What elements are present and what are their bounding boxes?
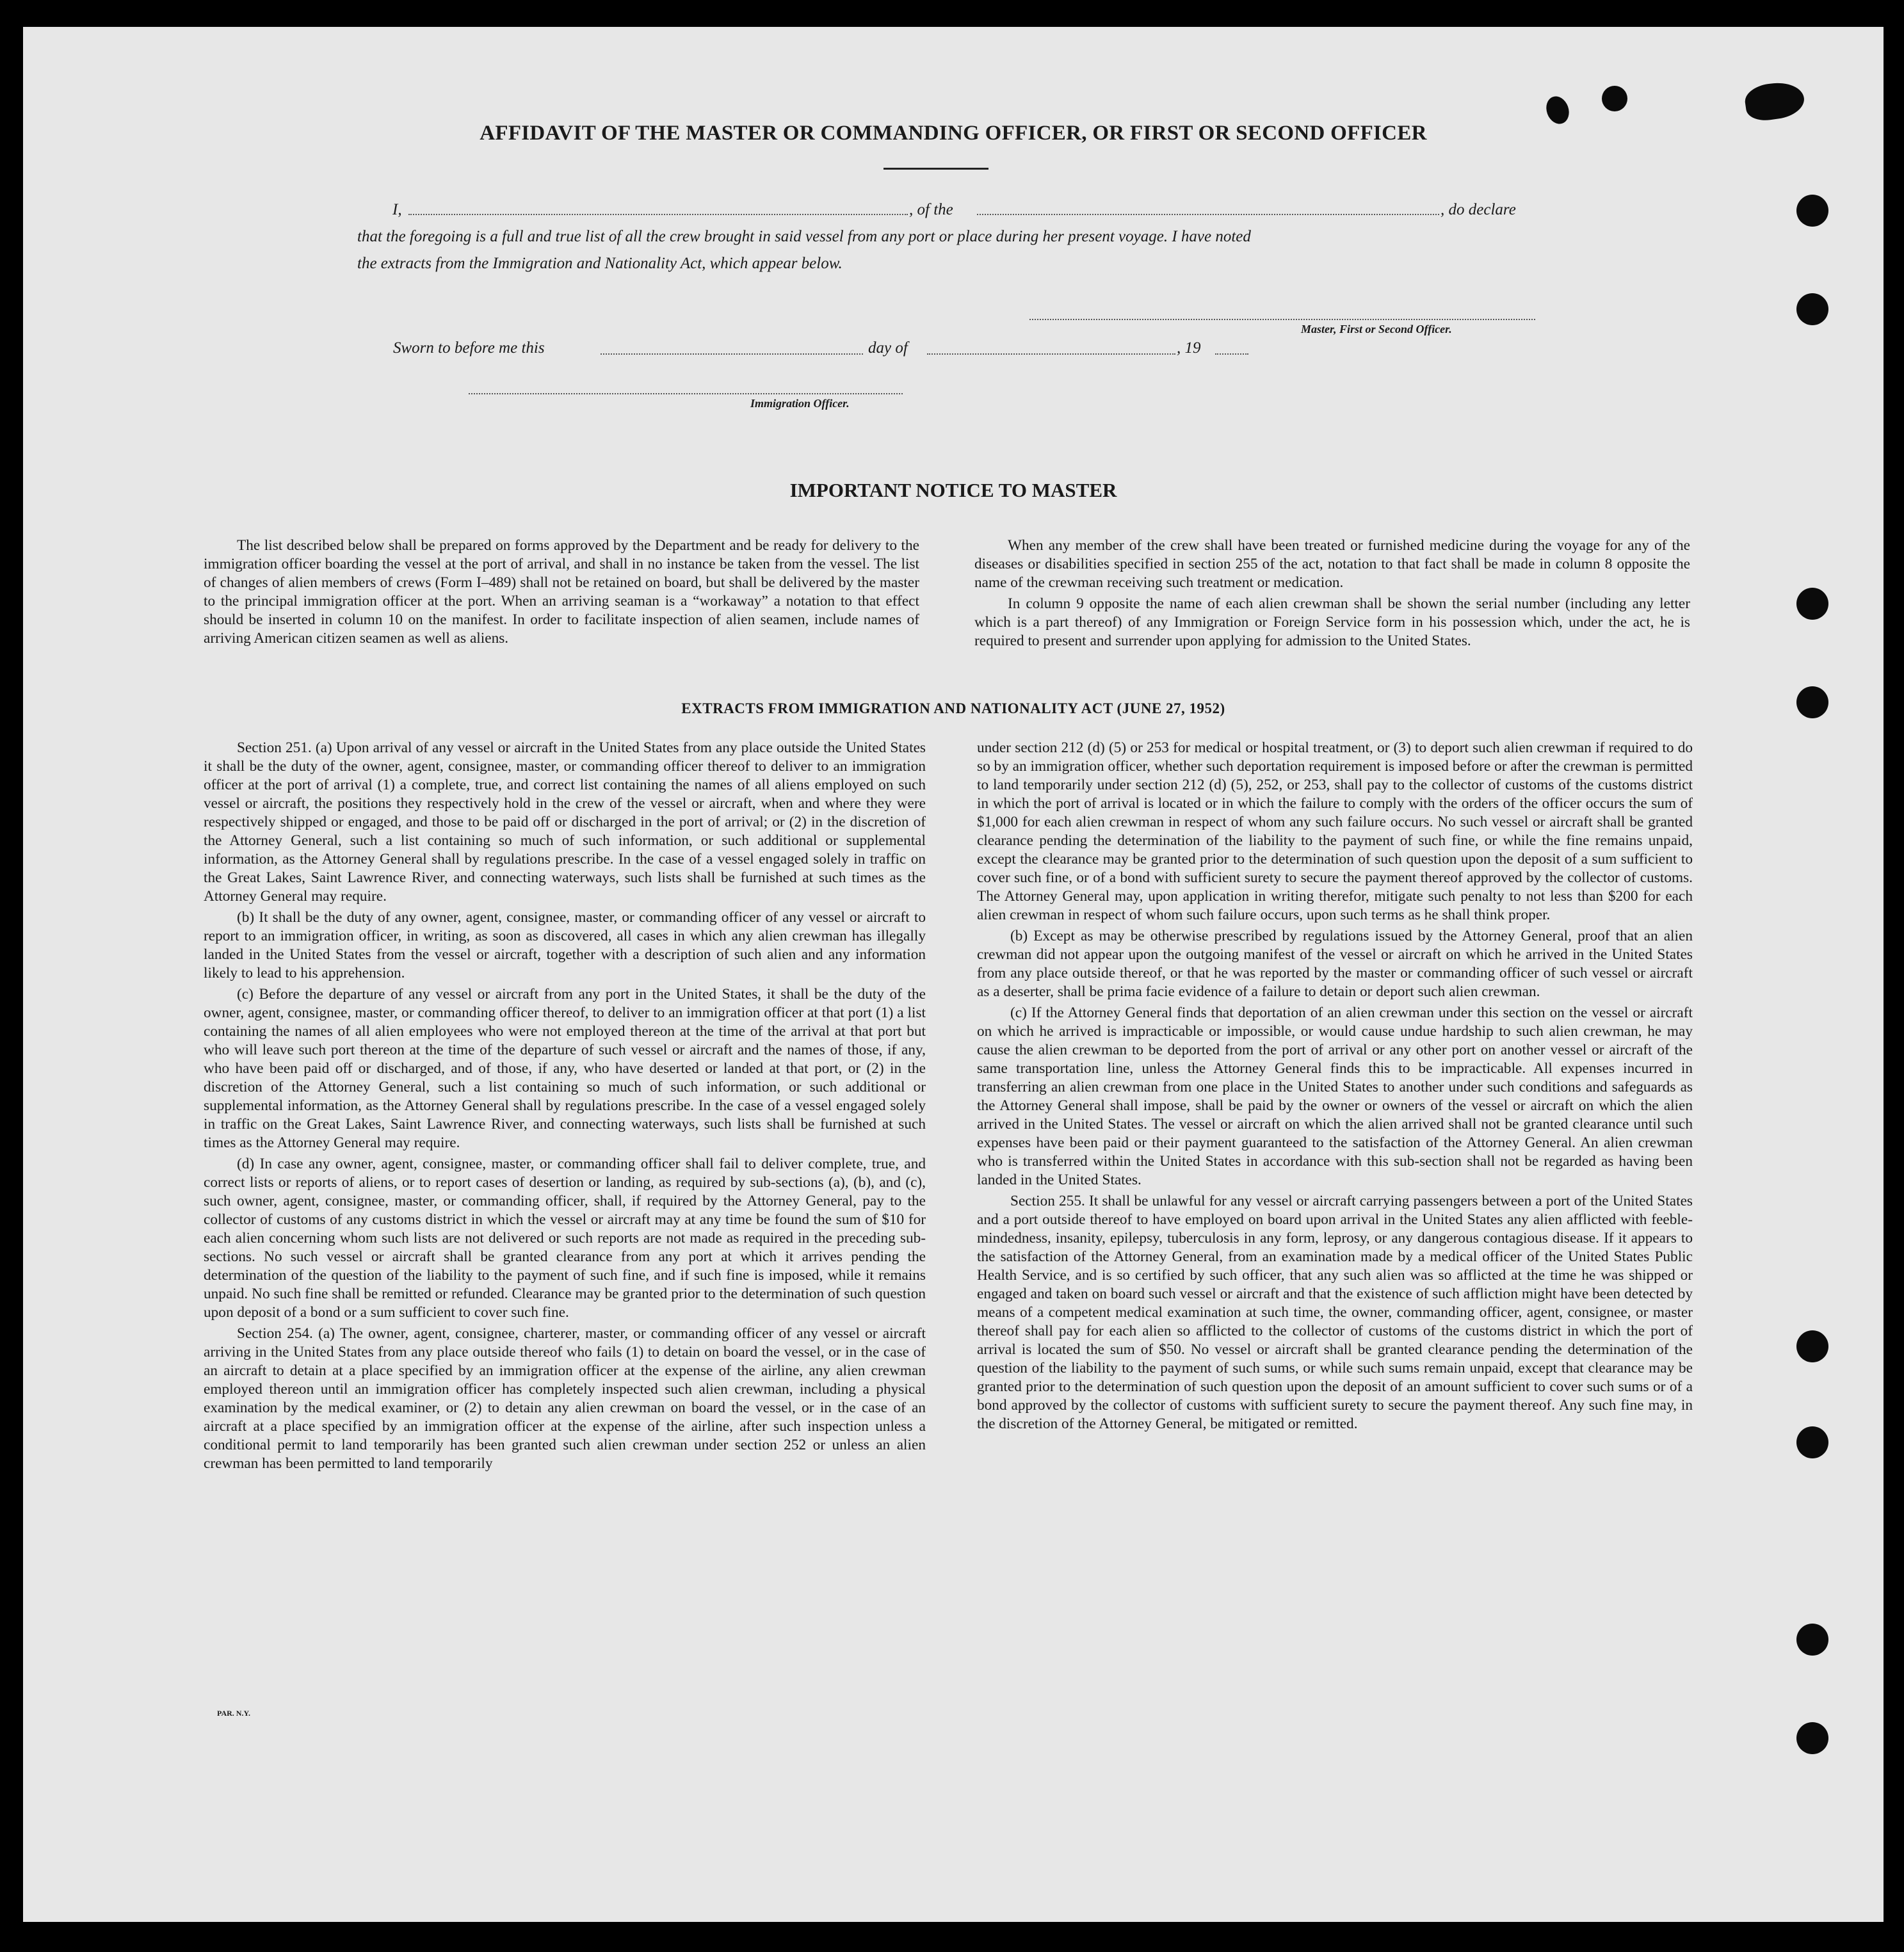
ink-blot (1743, 79, 1807, 123)
master-signature-field[interactable] (1029, 319, 1535, 320)
year-label: , 19 (1177, 339, 1201, 357)
notice-right-paragraph-1: When any member of the crew shall have been treated or furnished medicine during the voyage for any of the diseases or disabilities specified in section 255 of the act, notation to that fact shall be made in column 8 opposite the name of the crewman receiving such treatment or medication. (974, 537, 1690, 591)
notice-left-paragraph: The list described below shall be prepared on forms approved by the Department and be ready for delivery to the immigration officer boarding the vessel at the port of arrival, and shall in no instance be taken from the vessel. The list of changes of alien members of crews (Form I–489) shall not be retained on board, but shall be delivered by the master to the principal immigration officer at the port. When an arriving seaman is a “workaway” a notation to that effect should be inserted in column 10 on the manifest. In order to facilitate inspection of alien seamen, include names of arriving American citizen seamen as well as aliens. (204, 537, 919, 647)
notice-left-column (204, 536, 919, 648)
officer-signature-field[interactable] (469, 393, 903, 394)
sworn-label: Sworn to before me this (393, 339, 545, 357)
affidavit-title: AFFIDAVIT OF THE MASTER OR COMMANDING OFFICER, OR FIRST OR SECOND OFFICER (480, 122, 1427, 145)
officer-signature-label: Immigration Officer. (750, 397, 850, 410)
binder-hole (1796, 293, 1828, 325)
section-254a: Section 254. (a) The owner, agent, consignee, charterer, master, or commanding officer of any vessel or aircraft arriving in the United States from any place outside thereof who fails (1) to detain on board the vessel, or in the case of an aircraft to detain at a place specified by an immigration officer at the expense of the airline, any alien crewman employed thereon until an immigration officer has completely inspected such alien crewman, including a physical examination by the medical examiner, or (2) to detain any alien crewman on board the vessel, or in the case of an aircraft at a place specified by an immigration officer at the expense of the airline, after such inspection unless a conditional permit to land temporarily has been granted such alien crewman under section 252 or unless an alien crewman has been permitted to land temporarily (204, 1325, 926, 1472)
extracts-left-column (204, 739, 926, 1473)
section-251b: (b) It shall be the duty of any owner, agent, consignee, master, or commanding officer of any vessel or aircraft to report to an immigration officer, in writing, as soon as discovered, all cases in which any alien crewman has illegally landed in the United States from the vessel or aircraft, together with a description of such alien and any information likely to lead to his apprehension. (204, 909, 926, 981)
extracts-right-column (977, 739, 1693, 1433)
of-the-label: , of the (909, 201, 953, 218)
notice-right-paragraph-2: In column 9 opposite the name of each alien crewman shall be shown the serial number (including any letter which is a part thereof) of any Immigration or Foreign Service form in his possession which, under the act, he is required to present and surrender upon applying for admission to the United States. (974, 595, 1690, 649)
section-255: Section 255. It shall be unlawful for any vessel or aircraft carrying passengers between a port of the United States and a port outside thereof to have employed on board upon arrival in the United States any alien afflicted with feeble-mindedness, insanity, epilepsy, tuberculosis in any form, leprosy, or any dangerous contagious disease. If it appears to the satisfaction of the Attorney General, from an examination made by a medical officer of the United States Public Health Service, and is so certified by such officer, that any such alien was so afflicted at the time he was shipped or engaged and taken on board such vessel or aircraft and that the existence of such affliction might have been detected by means of a competent medical examination at such time, the owner, commanding officer, agent, consignee, or master thereof shall pay for each alien so afflicted to the collector of customs of the customs district in which the port of arrival is located the sum of $50. No vessel or aircraft shall be granted clearance pending the determination of the question of the liability to the payment of such sums, or while such sums remain unpaid, except that clearance may be granted prior to the determination of such question upon the deposit of an amount sufficient to cover such sums or of a bond approved by the collector of customs with sufficient surety to secure the payment thereof. Any such fine may, in the discretion of the Attorney General, be mitigated or remitted. (977, 1193, 1693, 1432)
binder-hole (1796, 1426, 1828, 1458)
binder-hole (1796, 1330, 1828, 1362)
vessel-field[interactable] (977, 214, 1439, 215)
notice-title: IMPORTANT NOTICE TO MASTER (789, 479, 1117, 501)
i-label: I, (392, 201, 402, 218)
binder-hole (1796, 1624, 1828, 1656)
declaration-line-1: that the foregoing is a full and true list of all the crew brought in said vessel from any port or place during her present voyage. I have noted (357, 228, 1251, 245)
extracts-title: EXTRACTS FROM IMMIGRATION AND NATIONALITY ACT (JUNE 27, 1952) (681, 700, 1225, 716)
binder-hole (1796, 686, 1828, 718)
binder-hole (1796, 195, 1828, 227)
section-254c: (c) If the Attorney General finds that deportation of an alien crewman under this section on the vessel or aircraft on which he arrived is impracticable or impossible, or would cause undue hardship to such alien crewman, he may cause the alien crewman to be deported from the port of arrival or any other port on another vessel or aircraft of the same transportation line, unless the Attorney General finds this to be impracticable. All expenses incurred in transferring an alien crewman from one place in the United States to another under such conditions and safeguards as the Attorney General shall impose, shall be paid by the owner or owners of the vessel or aircraft on which the alien arrived in the United States. The vessel or aircraft on which the alien arrived shall not be granted clearance until such expenses have been paid or their payment guaranteed to the satisfaction of the Attorney General. An alien crewman who is transferred within the United States in accordance with this sub-section shall not be regarded as having been landed in the United States. (977, 1004, 1693, 1188)
section-251c: (c) Before the departure of any vessel or aircraft from any port in the United States, it shall be the duty of the owner, agent, consignee, master, or commanding officer thereof, to deliver to an immigration officer at that port (1) a list containing the names of all alien employees who were not employed thereon at the time of the arrival at that port but who will leave such port thereon at the time of the departure of such vessel or aircraft and the names of those, if any, who have been paid off or discharged, and of those, if any, who have deserted or landed at that port, or (2) in the discretion of the Attorney General, such a list containing so much of such information, or such additional or supplemental information, as the Attorney General shall by regulations prescribe. In the case of a vessel engaged solely in traffic on the Great Lakes, Saint Lawrence River, and connecting waterways, such lists shall be furnished at such times as the Attorney General may require. (204, 986, 926, 1151)
printer-mark: PAR. N.Y. (217, 1709, 251, 1718)
declaration-line-2: the extracts from the Immigration and Nationality Act, which appear below. (357, 255, 843, 272)
notice-right-column (974, 536, 1690, 650)
sworn-day-field[interactable] (601, 353, 863, 355)
section-251a: Section 251. (a) Upon arrival of any vessel or aircraft in the United States from any place outside the United States it shall be the duty of the owner, agent, consignee, master, or commanding officer thereof to deliver to an immigration officer at the port of arrival (1) a complete, true, and correct list containing the names of all aliens employed on such vessel or aircraft, the positions they respectively hold in the crew of the vessel or aircraft, when and where they were respectively shipped or engaged, and those to be paid off or discharged in the port of arrival; or (2) in the discretion of the Attorney General, such a list containing so much of such information, or such additional or supplemental information, as the Attorney General shall by regulations prescribe. In the case of a vessel engaged solely in traffic on the Great Lakes, Saint Lawrence River, and connecting waterways, such lists shall be furnished at such times as the Attorney General may require. (204, 739, 926, 905)
do-declare-label: , do declare (1440, 201, 1516, 218)
section-254b: (b) Except as may be otherwise prescribed by regulations issued by the Attorney General, proof that an alien crewman did not appear upon the outgoing manifest of the vessel or aircraft on which he arrived in the United States from any place outside thereof, or that he was reported by the master or commanding officer of such vessel or aircraft as a deserter, shall be prima facie evidence of a failure to detain or deport such alien crewman. (977, 928, 1693, 1000)
section-251d: (d) In case any owner, agent, consignee, master, or commanding officer shall fail to deliver complete, true, and correct lists or reports of aliens, or to report cases of desertion or landing, as required by sub-sections (a), (b), and (c), such owner, agent, consignee, master, or commanding officer, shall, if required by the Attorney General, pay to the collector of customs of any customs district in which the vessel or aircraft may at any time be found the sum of $10 for each alien concerning whom such lists are not delivered or such reports are not made as required in the preceding sub-sections. No such vessel or aircraft shall be granted clearance from any port at which it arrives pending the determination of the question of the liability to the payment of such fine, and if such fine is imposed, while it remains unpaid. No such fine shall be remitted or refunded. Clearance may be granted prior to the determination of such question upon deposit of a bond or a sum sufficient to cover such fine. (204, 1156, 926, 1321)
sworn-month-field[interactable] (927, 353, 1175, 355)
sworn-year-field[interactable] (1215, 353, 1248, 355)
master-signature-label: Master, First or Second Officer. (1301, 323, 1452, 335)
name-field[interactable] (408, 214, 908, 215)
day-of-label: day of (868, 339, 908, 357)
document-page (23, 27, 1884, 1922)
binder-hole (1796, 1722, 1828, 1754)
section-254a-continued: under section 212 (d) (5) or 253 for medical or hospital treatment, or (3) to deport such alien crewman if required to do so by an immigration officer, whether such deportation requirement is imposed before or after the crewman is permitted to land temporarily under section 212 (d) (5), 252, or 253, shall pay to the collector of customs of the customs district in which the port of arrival is located or in which the failure to comply with the orders of the officer occurs the sum of $1,000 for each alien crewman in respect of whom any such failure occurs. No such vessel or aircraft shall be granted clearance pending the determination of the liability to the payment of such fine, or while the fine remains unpaid, except the clearance may be granted prior to the determination of such question upon the deposit of a sum sufficient to cover such fine, or of a bond with sufficient surety to secure the payment thereof approved by the collector of customs. The Attorney General may, upon application in writing therefor, mitigate such penalty to not less than $200 for each alien crewman in respect of whom such failure occurs, upon such terms as he shall think proper. (977, 739, 1693, 923)
title-rule (883, 168, 988, 170)
binder-hole (1796, 588, 1828, 620)
ink-blot (1602, 86, 1627, 111)
